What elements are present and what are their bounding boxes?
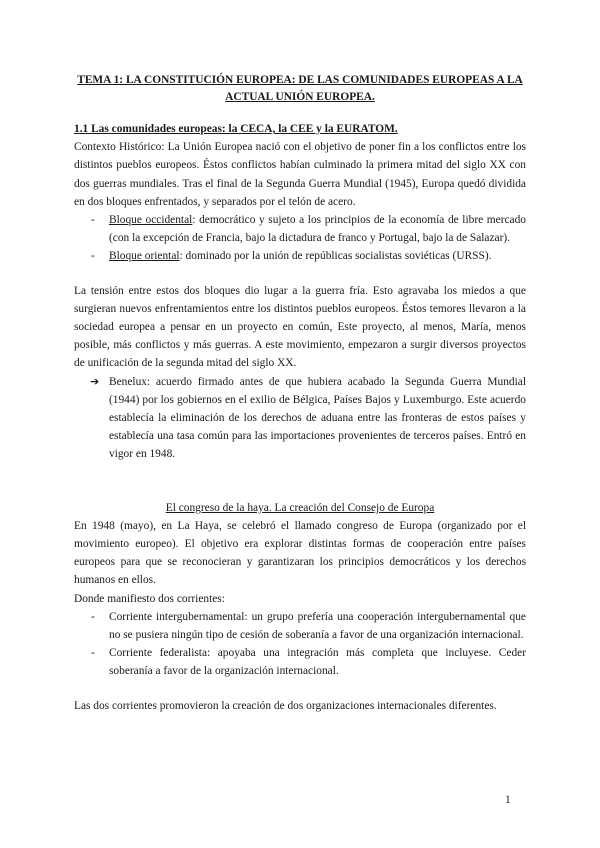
bloc-term: Bloque occidental xyxy=(109,214,193,227)
bloc-term: Bloque oriental xyxy=(109,250,180,263)
current-text: Corriente federalista: apoyaba una integración más completa que incluyese. Ceder soberanía a favor de la organización internacional. xyxy=(109,647,526,678)
closing-paragraph: Las dos corrientes promovieron la creación de dos organizaciones internacionales diferentes. xyxy=(74,699,497,712)
blocs-list xyxy=(74,211,526,266)
currents-list xyxy=(74,608,526,681)
section-heading-hague-congress: El congreso de la haya. La creación del Consejo de Europa xyxy=(165,501,435,514)
section-heading-1-1: 1.1 Las comunidades europeas: la CECA, la CEE y la EURATOM. xyxy=(74,123,398,135)
dash-bullet: - xyxy=(91,647,95,660)
bloc-description: : democrático y sujeto a los principios de la economía de libre mercado (con la excepción de Francia, bajo la dictadura de franco y Portugal, bajo la de Salazar). xyxy=(109,214,526,245)
dash-bullet: - xyxy=(91,610,95,623)
current-text: Corriente intergubernamental: un grupo prefería una cooperación intergubernamental que no se pusiera ningún tipo de cesión de soberanía a favor de una organización internacional. xyxy=(109,610,526,642)
historical-context-paragraph: Contexto Histórico: La Unión Europea nació con el objetivo de poner fin a los conflictos entre los distintos pueblos europeos. Éstos conflictos habían culminado la primera mitad del siglo XX con dos guerras mundiales. Tras el final de la Segunda Guerra Mundial (1945), Europa quedó dividida en dos bloques enfrentados, y separados por el telón de acero. xyxy=(74,141,526,208)
currents-intro: Donde manifiesto dos corrientes: xyxy=(74,592,225,605)
bloc-description: : dominado por la unión de repúblicas socialistas soviéticas (URSS). xyxy=(179,250,492,263)
dash-bullet: - xyxy=(91,250,95,263)
hague-congress-paragraph: En 1948 (mayo), en La Haya, se celebró el llamado congreso de Europa (organizado por el movimiento europeo). El objetivo era explorar distintas formas de cooperación entre países europeos para que se reconocieran y garantizaran los principios democráticos y los derechos humanos en ellos. xyxy=(74,519,526,587)
list-item xyxy=(74,247,526,265)
arrow-bullet-icon: ➔ xyxy=(90,374,100,388)
title-line-1: TEMA 1: LA CONSTITUCIÓN EUROPEA: DE LAS COMUNIDADES EUROPEAS A LA xyxy=(77,74,523,86)
list-item xyxy=(74,373,526,464)
dash-bullet: - xyxy=(91,214,95,227)
document-body xyxy=(74,120,526,715)
list-item xyxy=(74,644,526,680)
page-number: 1 xyxy=(505,794,511,806)
document-title xyxy=(74,72,526,106)
cold-war-paragraph: La tensión entre estos dos bloques dio lugar a la guerra fría. Esto agravaba los miedos a que surgieran nuevos enfrentamientos entre los distintos pueblos europeos. Éstos temores llevaron a la sociedad europea a pensar en un proyecto en común, Este proyecto, al menos, María, menos posible, más conflictos y más guerras. A este movimiento, empezaron a surgir diversos proyectos de unificación de la segunda mitad del siglo XX. xyxy=(74,284,526,370)
benelux-list xyxy=(74,373,526,464)
benelux-text: Benelux: acuerdo firmado antes de que hubiera acabado la Segunda Guerra Mundial (1944) por los gobiernos en el exilio de Bélgica, Países Bajos y Luxemburgo. Este acuerdo establecía la eliminación de los derechos de aduana entre las fronteras de estos países y establecía una tasa común para las importaciones provenientes de terceros países. Entró en vigor en 1948. xyxy=(109,375,526,461)
list-item xyxy=(74,211,526,247)
title-line-2: ACTUAL UNIÓN EUROPEA. xyxy=(225,91,375,103)
list-item xyxy=(74,608,526,644)
